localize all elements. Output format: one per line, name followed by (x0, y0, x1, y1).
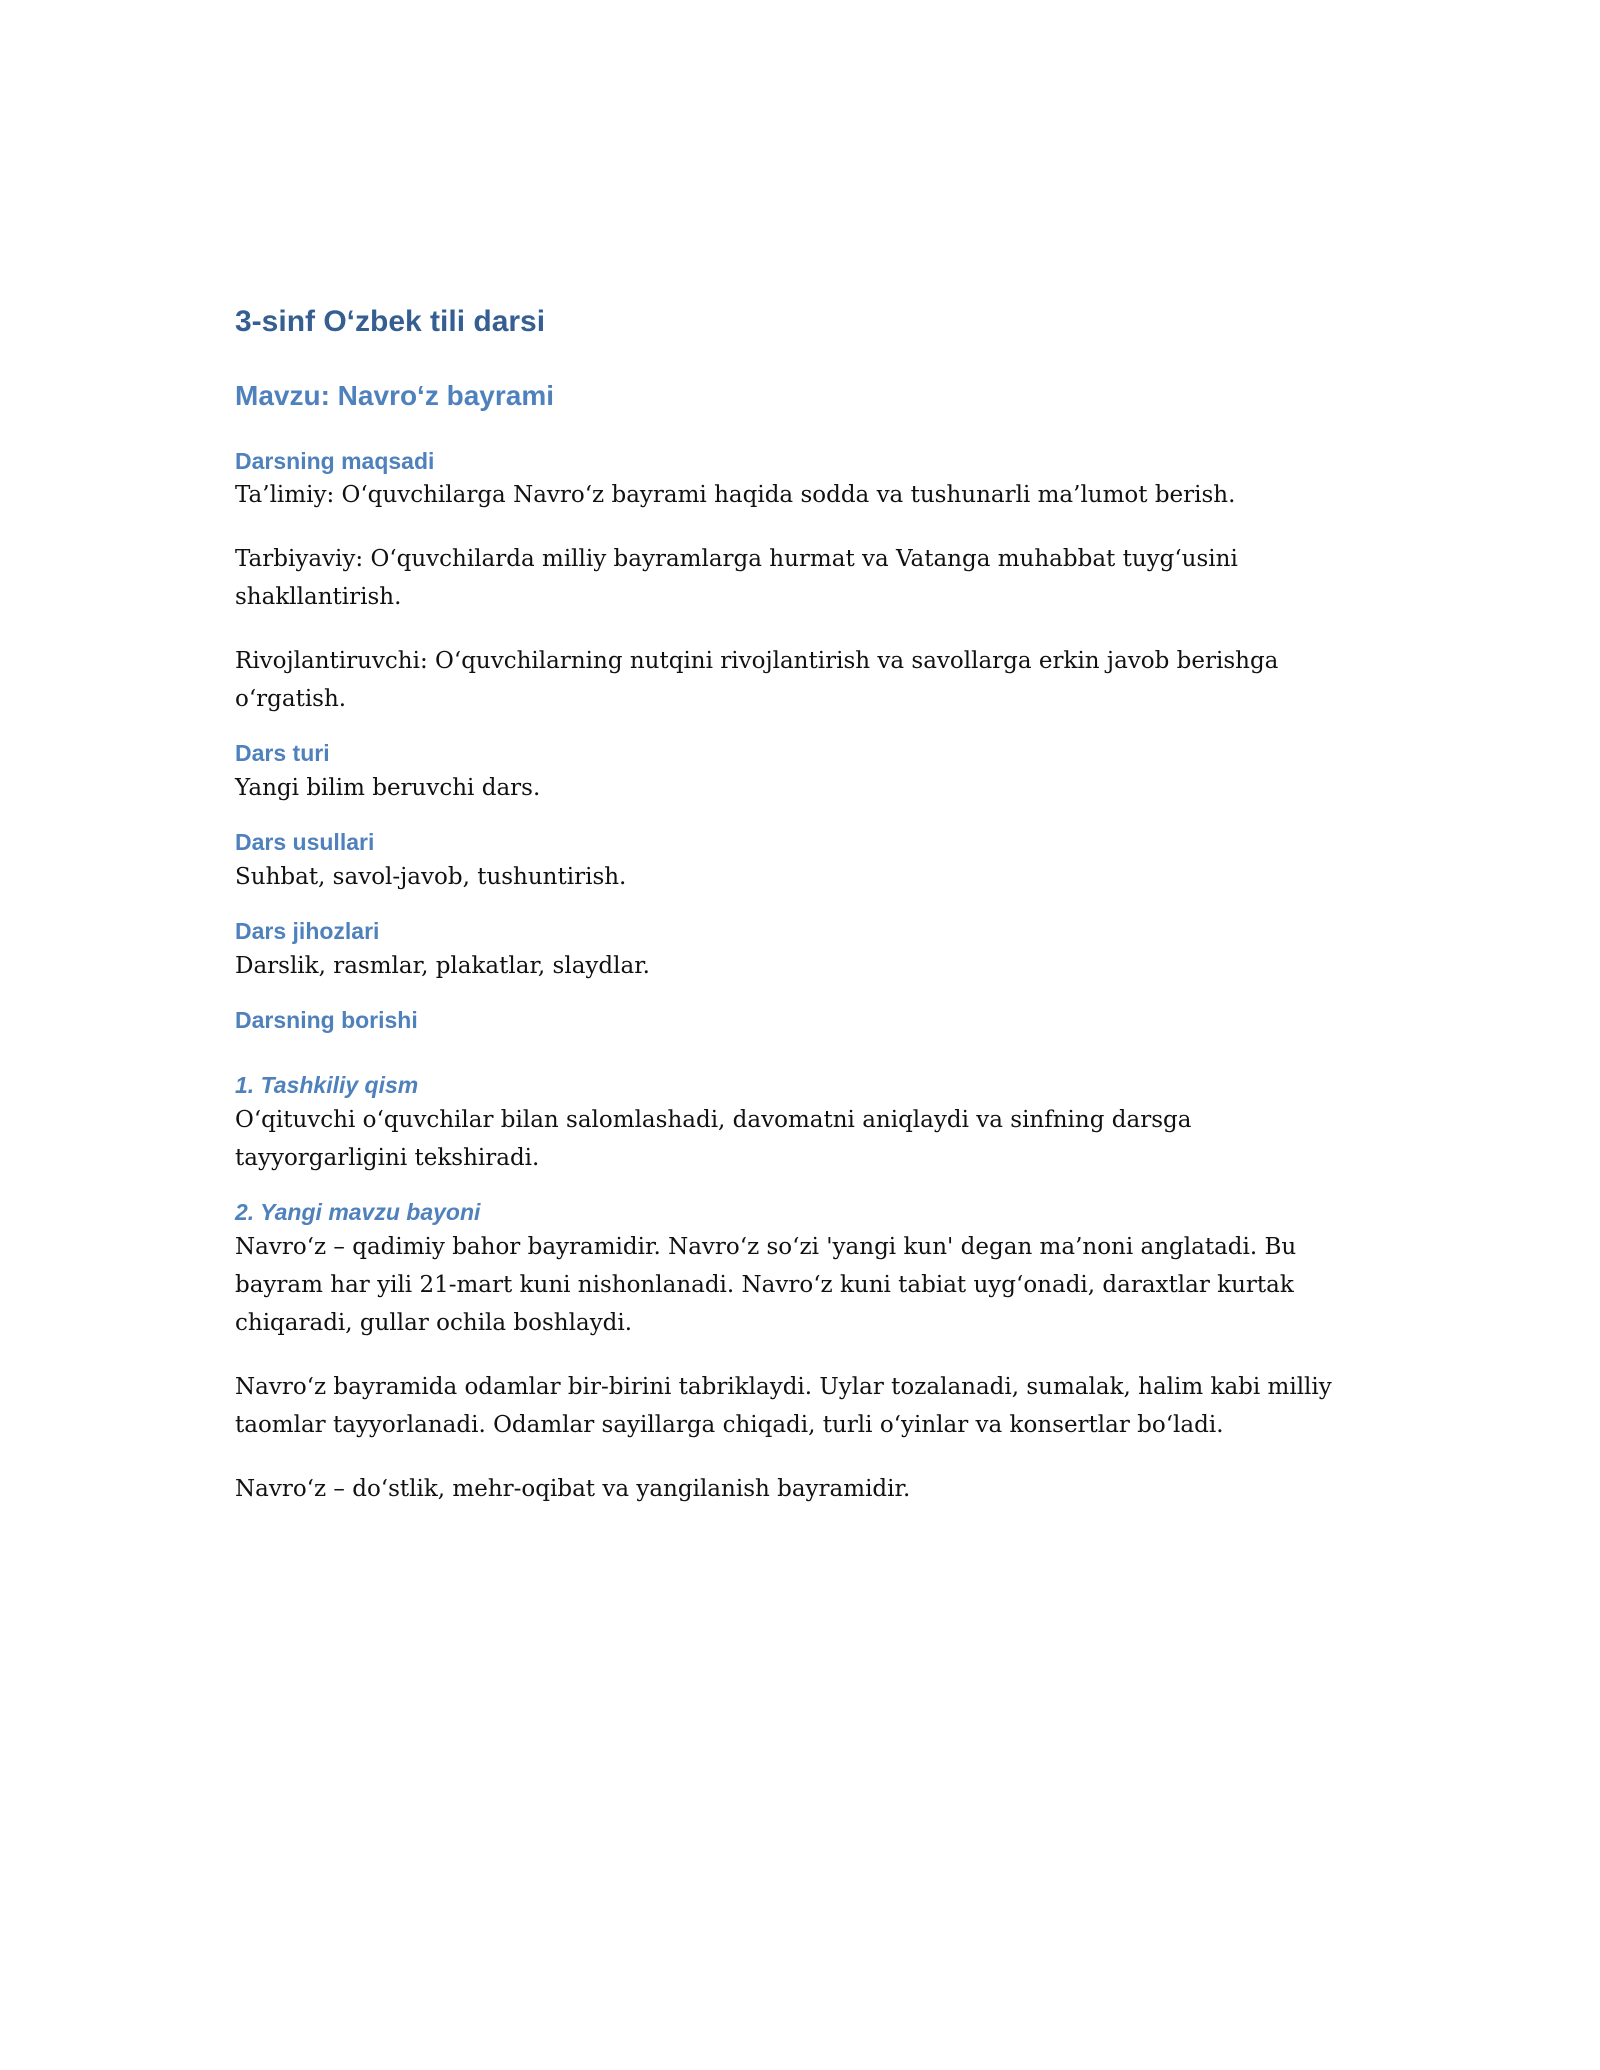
turi-text: Yangi bilim beruvchi dars. (235, 775, 541, 802)
turi-heading: Dars turi (235, 740, 330, 767)
document-title: 3-sinf O‘zbek tili darsi (235, 305, 546, 338)
tashkiliy-heading: 1. Tashkiliy qism (235, 1072, 419, 1099)
yangi-mavzu-heading: 2. Yangi mavzu bayoni (235, 1198, 481, 1225)
yangi-mavzu-p1: Navro‘z – qadimiy bahor bayramidir. Navro‘z so‘zi 'yangi kun' degan ma’noni anglatadi. Bu bayram har yili 21-mart kuni nishonlanadi. Navro‘z kuni tabiat uyg‘onadi, daraxtlar kurtak chiqaradi, gullar ochila boshlaydi. (235, 1233, 1297, 1336)
jihozlari-text: Darslik, rasmlar, plakatlar, slaydlar. (235, 953, 650, 980)
section-maqsad (235, 447, 1365, 719)
maqsad-talimiy: Ta’limiy: O‘quvchilarga Navro‘z bayrami haqida sodda va tushunarli ma’lumot berish. (235, 482, 1236, 509)
jihozlari-heading: Dars jihozlari (235, 918, 380, 945)
topic-heading: Mavzu: Navro‘z bayrami (235, 380, 554, 411)
section-usullari (235, 828, 1365, 896)
maqsad-tarbiyaviy: Tarbiyaviy: O‘quvchilarda milliy bayramlarga hurmat va Vatanga muhabbat tuyg‘usini shakllantirish. (235, 546, 1238, 611)
yangi-mavzu-p2: Navro‘z bayramida odamlar bir-birini tabriklaydi. Uylar tozalanadi, sumalak, halim kabi milliy taomlar tayyorlanadi. Odamlar sayillarga chiqadi, turli o‘yinlar va konsertlar bo‘ladi. (235, 1373, 1332, 1438)
yangi-mavzu-p3: Navro‘z – do‘stlik, mehr-oqibat va yangilanish bayramidir. (235, 1475, 911, 1502)
document-page (235, 290, 1365, 1508)
usullari-text: Suhbat, savol-javob, tushuntirish. (235, 864, 627, 891)
tashkiliy-text: O‘qituvchi o‘quvchilar bilan salomlashadi, davomatni aniqlaydi va sinfning darsga tayyorgarligini tekshiradi. (235, 1106, 1192, 1171)
maqsad-heading: Darsning maqsadi (235, 447, 435, 474)
usullari-heading: Dars usullari (235, 829, 375, 856)
section-turi (235, 739, 1365, 807)
section-borishi (235, 1006, 1365, 1508)
section-jihozlari (235, 917, 1365, 985)
borishi-heading: Darsning borishi (235, 1007, 418, 1034)
maqsad-rivojlantiruvchi: Rivojlantiruvchi: O‘quvchilarning nutqini rivojlantirish va savollarga erkin javob berishga o‘rgatish. (235, 648, 1279, 713)
